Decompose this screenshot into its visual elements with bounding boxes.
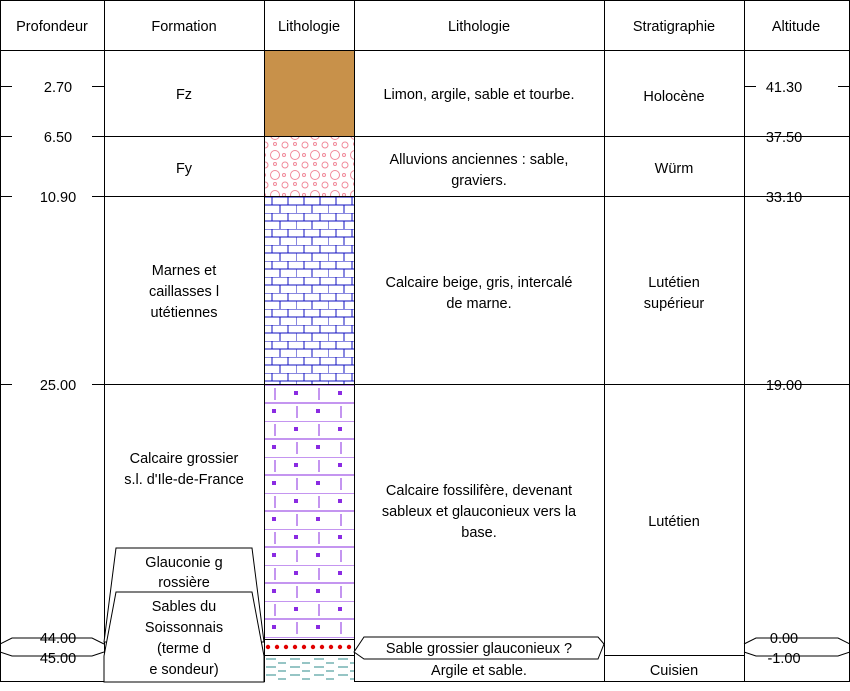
lithology-desc-marnes: Calcaire beige, gris, intercalé de marne. xyxy=(385,275,573,312)
red-dot xyxy=(347,645,351,649)
lithology-fill-marnes xyxy=(265,197,354,384)
red-dot xyxy=(329,645,333,649)
altitude-label: 37.50 xyxy=(765,130,803,146)
formation-glauconie: Glauconie g rossière xyxy=(145,555,223,591)
red-dot xyxy=(320,645,324,649)
altitude-label: 0.00 xyxy=(769,631,799,647)
strat-lutetien: Lutétien xyxy=(648,514,700,530)
header-lithology-description: Lithologie xyxy=(447,19,511,35)
altitude-label: 33.10 xyxy=(765,190,803,206)
strat-lutetien-superieur: Lutétien supérieur xyxy=(643,275,705,312)
red-dot xyxy=(338,645,342,649)
red-dot xyxy=(302,645,306,649)
formation-fz: Fz xyxy=(175,87,193,103)
formation-marnes: Marnes et caillasses l utétiennes xyxy=(148,263,220,321)
lithology-fill-glauconie xyxy=(265,640,354,655)
lithology-desc-fy: Alluvions anciennes : sable, graviers. xyxy=(389,152,569,189)
lithology-fill-fy xyxy=(265,137,354,196)
lithology-desc-soissonnais: Argile et sable. xyxy=(431,663,527,679)
header-formation: Formation xyxy=(151,19,217,35)
depth-label: 10.90 xyxy=(39,190,77,206)
strat-cuisien: Cuisien xyxy=(649,663,699,679)
altitude-label: 19.00 xyxy=(765,378,803,394)
lithology-fill-soissonnais xyxy=(265,656,354,682)
formation-soissonnais: Sables du Soissonnais (terme d e sondeur) xyxy=(144,599,224,678)
strat-holocene: Holocène xyxy=(643,89,705,105)
lithology-fill-calcaire-grossier xyxy=(265,385,354,639)
red-dot xyxy=(275,645,279,649)
header-stratigraphy: Stratigraphie xyxy=(632,19,716,35)
depth-label: 6.50 xyxy=(43,130,73,146)
red-dot xyxy=(311,645,315,649)
header-altitude: Altitude xyxy=(771,19,821,35)
red-dot xyxy=(284,645,288,649)
formation-fy: Fy xyxy=(175,161,193,177)
red-dot xyxy=(293,645,297,649)
depth-label: 2.70 xyxy=(43,80,73,96)
red-dot xyxy=(266,645,270,649)
lithology-desc-glauconie: Sable grossier glauconieux ? xyxy=(385,641,573,657)
header-depth: Profondeur xyxy=(16,19,88,35)
altitude-label: -1.00 xyxy=(767,651,801,667)
lithology-desc-calcaire-grossier: Calcaire fossilifère, devenant sableux et glauconieux vers la base. xyxy=(381,483,577,541)
strat-wurm: Würm xyxy=(654,161,694,177)
formation-calcaire-grossier: Calcaire grossier s.l. d'Ile-de-France xyxy=(124,451,244,488)
lithology-fill-fz xyxy=(265,51,354,136)
altitude-ticks xyxy=(744,87,850,657)
depth-label: 44.00 xyxy=(39,631,77,647)
depth-label: 25.00 xyxy=(39,378,77,394)
depth-ticks xyxy=(0,87,104,657)
depth-label: 45.00 xyxy=(39,651,77,667)
header-lithology-column: Lithologie xyxy=(277,19,341,35)
lithology-desc-fz: Limon, argile, sable et tourbe. xyxy=(383,87,575,103)
altitude-label: 41.30 xyxy=(765,80,803,96)
